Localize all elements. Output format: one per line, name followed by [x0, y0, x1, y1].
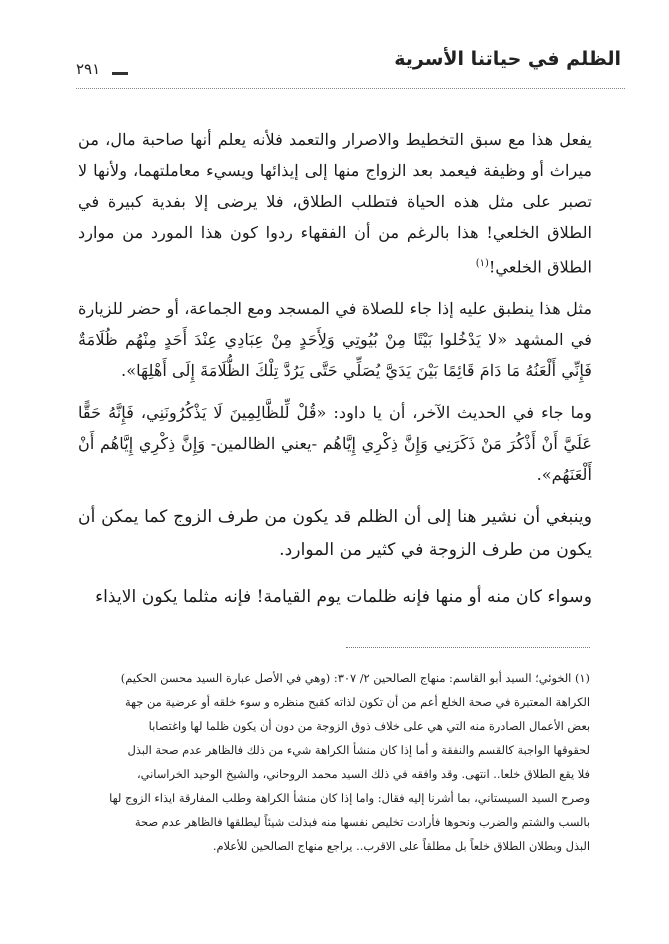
- footnote-reference[interactable]: (١): [475, 258, 489, 269]
- footnote: [80, 666, 590, 858]
- paragraph-3: وما جاء في الحديث الآخر، أن يا داود: «قُلْ لِّلظَّالِمِينَ لَا يَذْكُرُونَنِي، فَإِنَّهُ حَقًّا عَلَيَّ أَنْ أَذْكُرَ مَنْ ذَكَرَنِي وَإِنَّ ذِكْرِي إِيَّاهُم -يعني الظالمين- وَإِنَّ ذِكْرِي إِيَّاهُم أَنْ أَلْعَنَهُم».: [78, 403, 592, 485]
- paragraph-2: مثل هذا ينطبق عليه إذا جاء للصلاة في المسجد ومع الجماعة، أو حضر للزيارة في المشهد «لا يَدْخُلوا بَيْتًا مِنْ بُيُوتِي وَلِأَحَدٍ مِنْ عِبَادِي عِنْدَ أَحَدٍ مِنْهُم ظُلَامَةٌ فَإِنِّي أَلْعَنُهُ مَا دَامَ قَائِمًا بَيْنَ يَدَيَّ يُصَلِّي حَتَّى يَرُدَّ تِلْكَ الظُّلَامَةَ إِلَى أَهْلِهَا».: [78, 299, 592, 381]
- footnote-line: (١) الخوئي؛ السيد أبو القاسم: منهاج الصالحين ٢/ ٣٠٧: (وهي في الأصل عبارة السيد محسن الحكيم): [120, 671, 590, 685]
- paragraph-4: وينبغي أن نشير هنا إلى أن الظلم قد يكون من طرف الزوج كما يمكن أن يكون من طرف الزوجة في كثير من الموارد.: [78, 507, 592, 561]
- header-dash: [112, 72, 128, 75]
- footnote-line: الكراهة المعتبرة في صحة الخلع أعم من أن تكون لذاته كقبح منظره و سوء خلقه أو عرضية من جهة: [124, 695, 590, 709]
- main-text: [78, 124, 592, 614]
- header-divider: [76, 88, 625, 89]
- paragraph-1: [78, 124, 592, 282]
- paragraph-text: يفعل هذا مع سبق التخطيط والاصرار والتعمد فلأنه يعلم أنها صاحبة مال، من ميراث أو وظيفة فيعمد بعد الزواج منها إلى إيذائها ويسيء معاملتهما، ولأنها لا تصبر على مثل هذه الحياة فتطلب الطلاق، فلا يرضى إلا بفدية كبيرة في الطلاق الخلعي! هذا بالرغم من أن الفقهاء ردوا كون هذا المورد من موارد الطلاق الخلعي!: [78, 130, 592, 277]
- footnote-line: بعض الأعمال الصادرة منه التي هي على خلاف ذوق الزوجة من دون أن يكون ظلما لها واغتصابا: [148, 719, 590, 733]
- paragraph-5: وسواء كان منه أو منها فإنه ظلمات يوم القيامة! فإنه مثلما يكون الايذاء: [95, 587, 592, 608]
- footnote-line: فلا يقع الطلاق خلعا.. انتهى. وقد وافقه في ذلك السيد محمد الروحاني، والشيخ الوحيد الخراساني،: [136, 767, 590, 781]
- page-number: ٢٩١: [76, 60, 101, 78]
- footnote-divider: [346, 647, 590, 648]
- footnote-line: وصرح السيد السيستاني، بما أشرنا إليه فقال: واما إذا كان منشأ الكراهة وطلب المفارقة ايذاء الزوج لها: [109, 791, 590, 805]
- footnote-line: لحقوقها الواجبة كالقسم والنفقة و أما إذا كان منشأ الكراهة شيء من ذلك فالظاهر عدم صحة البذل: [127, 743, 590, 757]
- footnote-line: البذل وبطلان الطلاق خلعاً بل مطلقاً على الاقرب.. يراجع منهاج الصالحين للأعلام.: [212, 839, 590, 853]
- footnote-line: بالسب والشتم والضرب ونحوها فأرادت تخليص نفسها منه فبذلت شيئاً ليطلقها فالظاهر عدم صحة: [134, 815, 590, 829]
- running-header-title: الظلم في حياتنا الأسرية: [394, 48, 621, 70]
